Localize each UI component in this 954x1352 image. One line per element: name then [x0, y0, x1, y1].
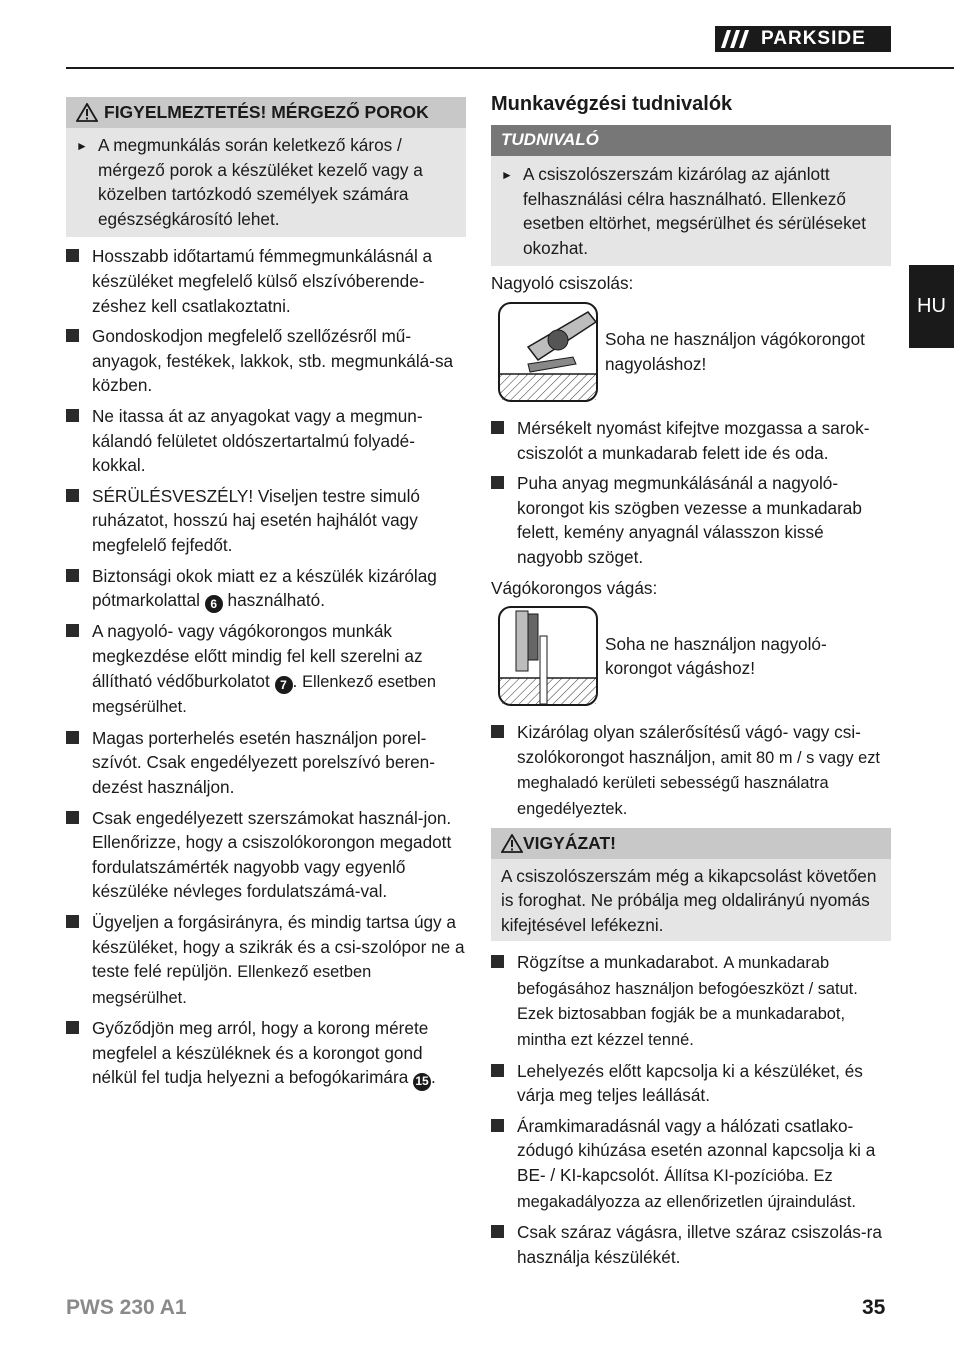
note-text: A csiszolószerszám kizárólag az ajánlott felhasználási célra használható. Ellenkező esetben eltörhet, megsérülhet és sérüléseket okozhat.	[523, 164, 866, 258]
cutting-warning-text: Soha ne használjon nagyoló-korongot vágáshoz!	[605, 633, 827, 679]
list-item-text: Ne itassa át az anyagokat vagy a megmun-kálandó felületet oldószertartalmú folyadé-kokkal.	[92, 405, 423, 476]
warning-body	[66, 128, 466, 231]
list-item-note: Ellenkező esetben megsérülhet.	[92, 963, 372, 1007]
list-item-note: Állítsa KI-pozícióba. Ez megakadályozza az ellenőrizetlen újraindulást.	[517, 1167, 856, 1211]
list-item	[66, 244, 466, 318]
warning-title: FIGYELMEZTETÉS! MÉRGEZŐ POROK	[104, 102, 429, 123]
warning-box	[66, 97, 466, 237]
parkside-logo	[715, 26, 891, 52]
list-item	[66, 404, 466, 478]
square-bullet-icon	[491, 1225, 504, 1238]
list-item	[491, 1220, 891, 1269]
list-item-text: Lehelyezés előtt kapcsolja ki a készüléket, és várja meg teljes leállását.	[517, 1060, 863, 1106]
list-item-note: Ellenkező esetben megsérülhet.	[92, 672, 437, 717]
square-bullet-icon	[66, 1021, 79, 1034]
warning-header	[66, 97, 466, 128]
square-bullet-icon	[66, 731, 79, 744]
square-bullet-icon	[491, 725, 504, 738]
list-item-note: amit 80 m / s vagy ezt meghaladó kerületi sebességű használatra engedélyeztek.	[517, 748, 880, 818]
list-item-text: Mérsékelt nyomást kifejtve mozgassa a sarok-csiszolót a munkadarab felett ide és oda.	[517, 417, 870, 463]
list-item-text: Kizárólag olyan szálerősítésű vágó- vagy csi-szolókorongot használjon,	[517, 722, 861, 767]
list-item-text: Áramkimaradásnál vagy a hálózati csatlako-zódugó kihúzása esetén azonnal kapcsolja ki a BE- / KI-kapcsolót.	[517, 1115, 876, 1186]
roughing-figure-row	[491, 302, 891, 402]
list-item-text: Biztonsági okok miatt ez a készülék kizárólag pótmarkolattal	[92, 565, 437, 611]
list-item-text: A nagyoló- vagy vágókorongos munkák megkezdése előtt mindig fel kell szerelni az állítható védőburkolatot	[92, 621, 423, 691]
list-item-text: SÉRÜLÉSVESZÉLY! Viseljen testre simuló ruházatot, hosszú haj esetén hajhálót vagy megfelelő fejfedőt.	[92, 485, 420, 555]
note-box	[491, 156, 891, 266]
list-item	[491, 471, 891, 569]
warning-icon	[501, 834, 523, 853]
square-bullet-icon	[66, 489, 79, 502]
list-item	[66, 1016, 466, 1090]
list-item	[66, 484, 466, 558]
list-item-text: Puha anyag megmunkálásánál a nagyoló-korongot kis szögben vezesse a munkadarab felett, kemény anyagnál válasszon kissé nagyobb szöget.	[517, 473, 862, 567]
brand-name: PARKSIDE	[761, 28, 866, 49]
square-bullet-icon	[491, 955, 504, 968]
square-bullet-icon	[66, 329, 79, 342]
list-item	[66, 324, 466, 398]
list-item	[491, 950, 891, 1052]
roughing-warning-text: Soha ne használjon vágókorongot nagyoláshoz!	[605, 329, 865, 374]
square-bullet-icon	[66, 569, 79, 582]
model-number: PWS 230 A1	[66, 1296, 187, 1319]
list-item-text: Rögzítse a munkadarabot.	[517, 952, 719, 973]
list-item-text: .	[431, 1067, 436, 1088]
grinding-illustration-icon	[498, 302, 598, 402]
section-heading: Munkavégzési tudnivalók	[491, 93, 733, 115]
list-item	[491, 1059, 891, 1108]
list-item	[66, 910, 466, 1010]
list-item	[66, 619, 466, 719]
list-item-text: Ügyeljen a forgásirányra, és mindig tartsa úgy a készüléket, hogy a szikrák és a csi-szolópor ne a teste felé repüljön.	[92, 911, 465, 982]
list-item	[66, 564, 466, 614]
list-item-text: Csak engedélyezett szerszámokat használ-jon. Ellenőrizze, hogy a csiszolókorongon megadott fordulatszámérték nagyobb vagy egyenlő készüléke névleges fordulatszámá-val.	[92, 807, 452, 902]
subheading-cutting: Vágókorongos vágás:	[491, 577, 658, 598]
square-bullet-icon	[491, 1119, 504, 1132]
warning-text: A megmunkálás során keletkező káros / mérgező porok a készüléket kezelő vagy a közelben tartózkodó személyek számára egészségkárosító lehet.	[98, 135, 423, 229]
list-item	[491, 1114, 891, 1214]
arrow-bullet-icon: ►	[76, 139, 88, 153]
square-bullet-icon	[491, 1064, 504, 1077]
square-bullet-icon	[66, 409, 79, 422]
list-item	[66, 806, 466, 904]
square-bullet-icon	[66, 811, 79, 824]
header-rule	[66, 67, 954, 69]
list-item-text: .	[292, 670, 298, 691]
caution-header	[491, 828, 891, 859]
list-item-text: Csak száraz vágásra, illetve száraz csiszolás-ra használja készülékét.	[517, 1222, 882, 1267]
cutting-figure-row	[491, 606, 891, 706]
list-item-text: Győződjön meg arról, hogy a korong mérete megfelel a készüléknek és a korongot gond nélkül fel tudja helyezni a befogókarimára	[92, 1018, 429, 1088]
part-number-badge: 7	[275, 676, 293, 694]
logo-stripes-icon	[721, 30, 755, 48]
part-number-badge: 6	[205, 595, 223, 613]
square-bullet-icon	[66, 915, 79, 928]
left-column	[66, 97, 466, 1097]
list-item-note: A munkadarab befogásához használjon befogóeszközt / satut. Ezek biztosabban fogják be a munkadarabot, mintha ezt kézzel tenné.	[517, 954, 858, 1050]
cutting-illustration-icon	[498, 606, 598, 706]
list-item-text: használható.	[227, 590, 325, 611]
list-item	[66, 726, 466, 800]
square-bullet-icon	[66, 624, 79, 637]
square-bullet-icon	[491, 421, 504, 434]
page-number: 35	[862, 1296, 886, 1319]
square-bullet-icon	[491, 476, 504, 489]
arrow-bullet-icon: ►	[501, 168, 513, 182]
list-item-text: Magas porterhelés esetén használjon porel-szívót. Csak engedélyezett porelszívó beren-dezést használjon.	[92, 727, 435, 797]
caution-text: A csiszolószerszám még a kikapcsolást követően is foroghat. Ne próbálja meg oldalirányú nyomás kifejtésével lefékezni.	[491, 859, 891, 942]
warning-icon	[76, 103, 98, 122]
caution-title: VIGYÁZAT!	[523, 832, 617, 853]
square-bullet-icon	[66, 249, 79, 262]
list-item	[491, 416, 891, 465]
language-tab: HU	[909, 265, 954, 348]
part-number-badge: 15	[413, 1073, 431, 1091]
list-item-text: Gondoskodjon megfelelő szellőzésről mű-anyagok, festékek, lakkok, stb. megmunkálá-sa közben.	[92, 326, 454, 396]
list-item	[491, 720, 891, 821]
right-column	[491, 92, 891, 1275]
list-item-text: Hosszabb időtartamú fémmegmunkálásnál a készüléket megfelelő külső elszívóberende-zéshez kell csatlakoztatni.	[92, 246, 433, 316]
note-header: TUDNIVALÓ	[491, 125, 891, 156]
subheading-roughing: Nagyoló csiszolás:	[491, 273, 634, 294]
